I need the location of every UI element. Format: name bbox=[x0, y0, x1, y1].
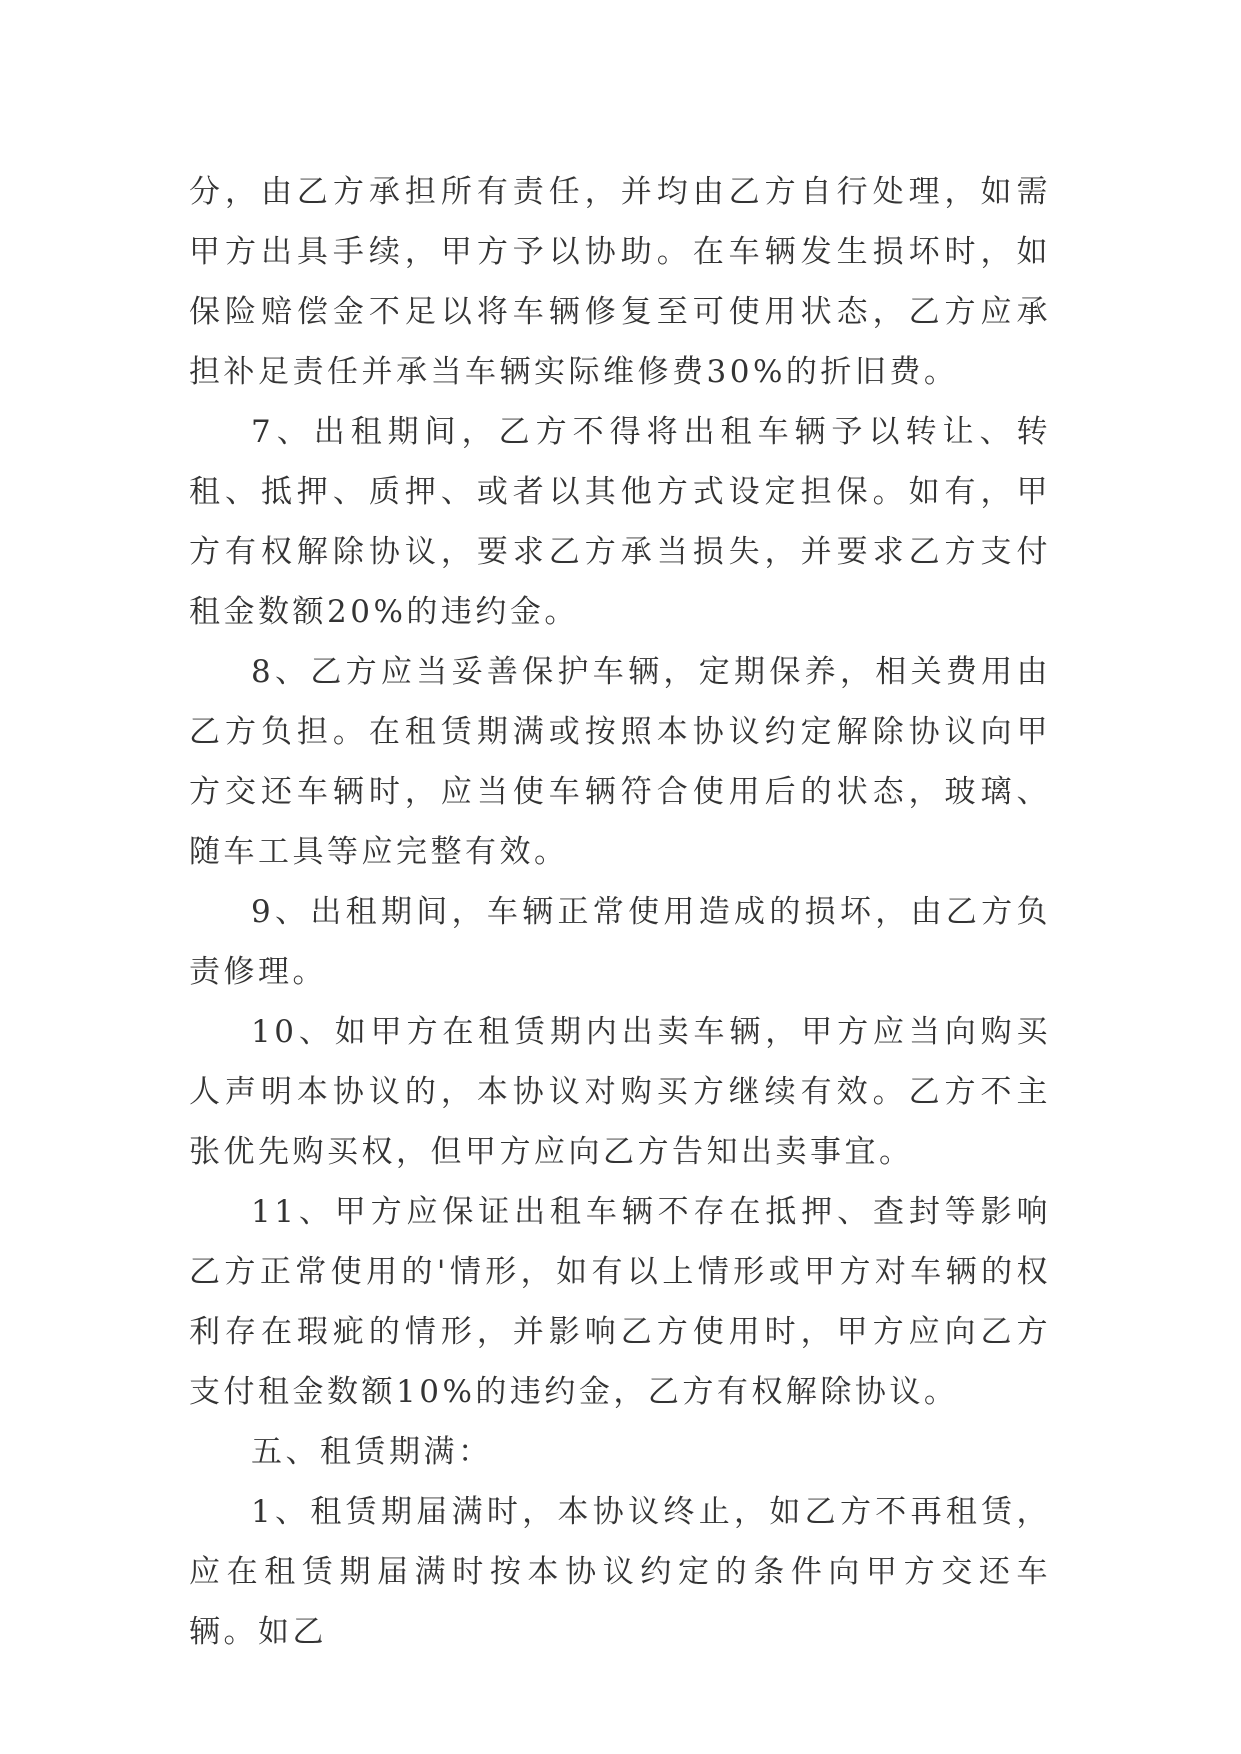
paragraph-damage-liability: 分，由乙方承担所有责任，并均由乙方自行处理，如需甲方出具手续，甲方予以协助。在车辆发生损坏时，如保险赔偿金不足以将车辆修复至可使用状态，乙方应承担补足责任并承当车辆实际维修费30%的折旧费。 bbox=[189, 174, 1051, 390]
paragraph-clause-11: 11、甲方应保证出租车辆不存在抵押、查封等影响乙方正常使用的'情形，如有以上情形或甲方对车辆的权利存在瑕疵的情形，并影响乙方使用时，甲方应向乙方支付租金数额10%的违约金，乙方有权解除协议。 bbox=[189, 1194, 1051, 1410]
paragraph-clause-7: 7、出租期间，乙方不得将出租车辆予以转让、转租、抵押、质押、或者以其他方式设定担保。如有，甲方有权解除协议，要求乙方承当损失，并要求乙方支付租金数额20%的违约金。 bbox=[189, 414, 1051, 630]
paragraph-clause-8: 8、乙方应当妥善保护车辆，定期保养，相关费用由乙方负担。在租赁期满或按照本协议约定解除协议向甲方交还车辆时，应当使车辆符合使用后的状态，玻璃、随车工具等应完整有效。 bbox=[189, 654, 1051, 870]
paragraph-clause-10: 10、如甲方在租赁期内出卖车辆，甲方应当向购买人声明本协议的，本协议对购买方继续有效。乙方不主张优先购买权，但甲方应向乙方告知出卖事宜。 bbox=[189, 1014, 1051, 1170]
document-body bbox=[189, 162, 1051, 1662]
paragraph-expiry-clause-1: 1、租赁期届满时，本协议终止，如乙方不再租赁，应在租赁期届满时按本协议约定的条件向甲方交还车辆。如乙 bbox=[189, 1494, 1051, 1650]
paragraph-clause-9: 9、出租期间，车辆正常使用造成的损坏，由乙方负责修理。 bbox=[189, 894, 1051, 990]
section-heading-lease-expiry: 五、租赁期满： bbox=[251, 1434, 493, 1470]
